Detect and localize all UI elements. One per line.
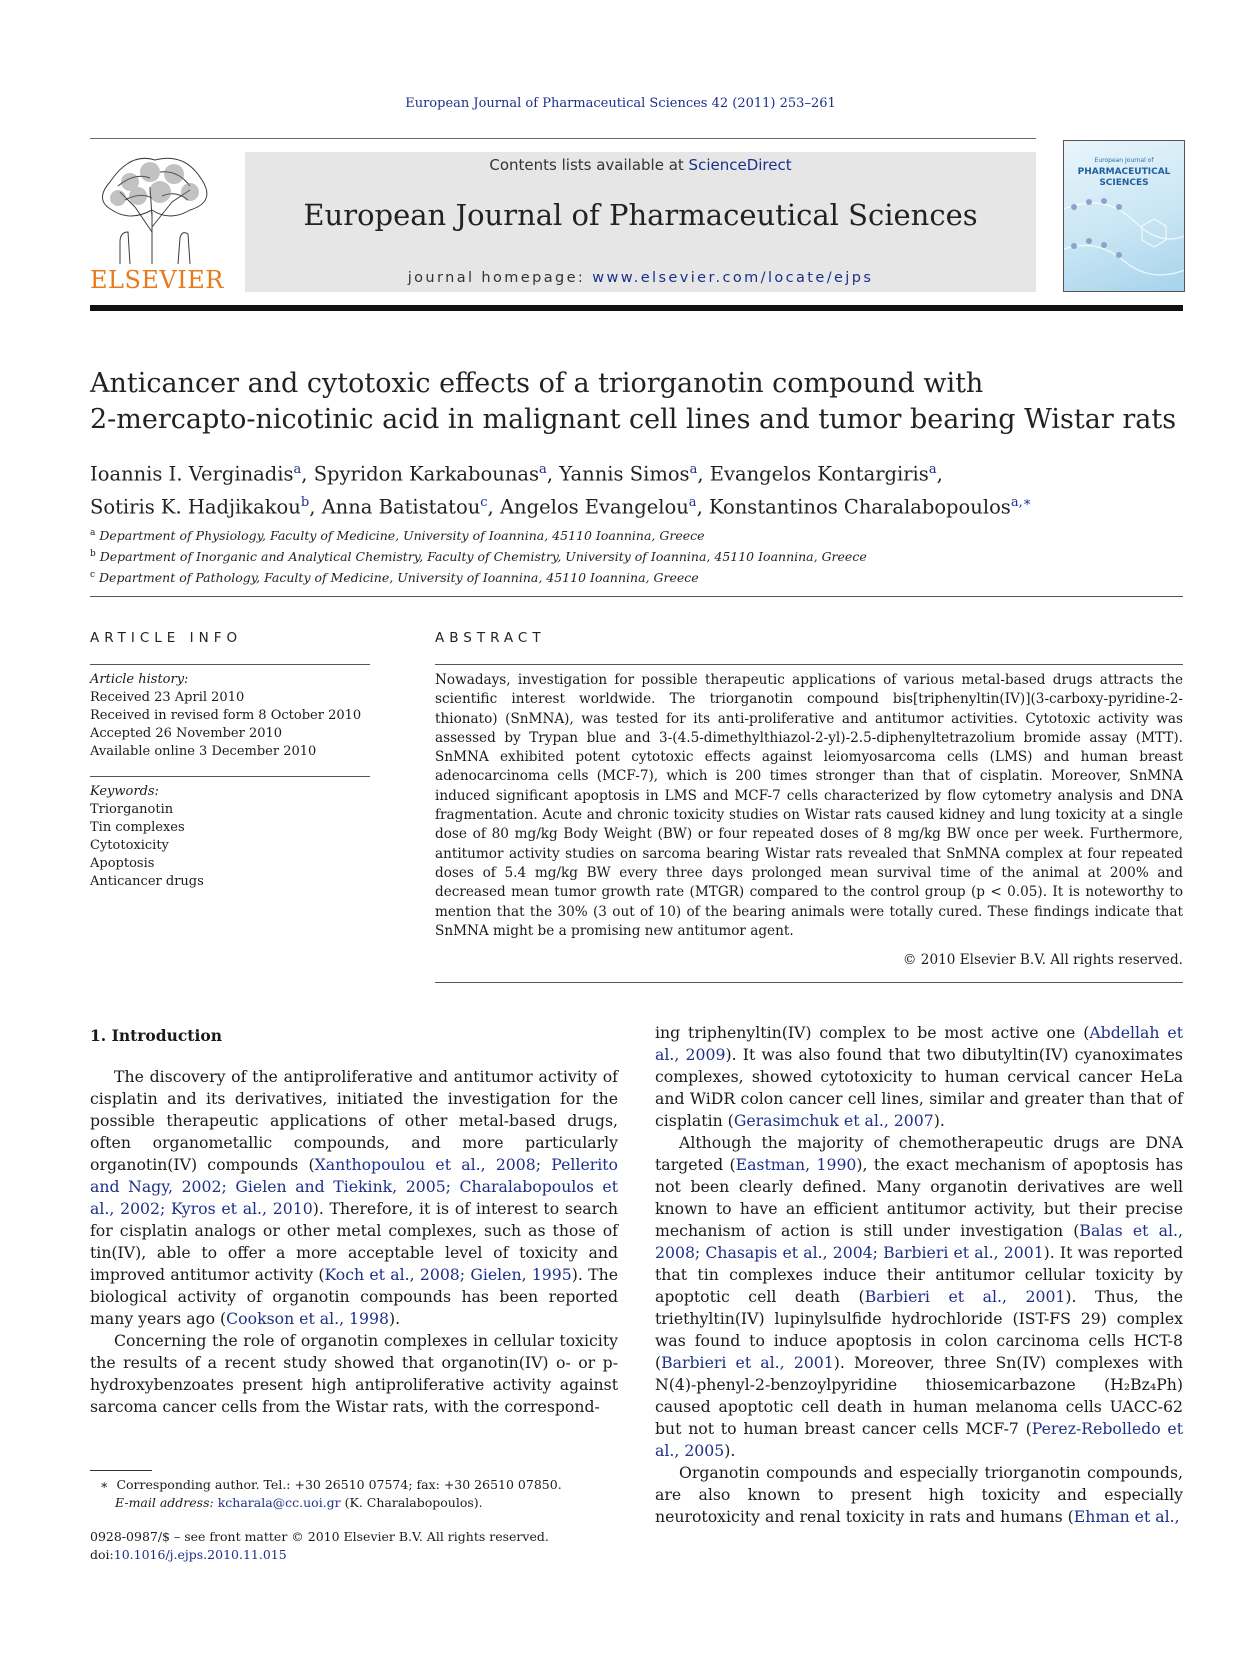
citation-link[interactable]: Ehman et al., <box>1073 1507 1180 1526</box>
history-item: Accepted 26 November 2010 <box>90 726 283 741</box>
author-affiliation-mark[interactable]: b <box>300 494 310 510</box>
history-item: Received in revised form 8 October 2010 <box>90 708 362 723</box>
affiliation: $^a$ Department of Physiology, Faculty of Medicine, University of Ioannina, 45110 Ioannina, Greece <box>90 528 705 544</box>
divider <box>435 664 1183 665</box>
paragraph-text: ). It was also found that two dibutyltin(IV) cyanoximates complexes, showed cytotoxicity to human cervical cancer HeLa and WiDR colon cancer cell lines, similar and greater than that of cisplatin ( <box>655 1045 1183 1130</box>
paragraph <box>655 1132 1183 1462</box>
citation-link[interactable]: Koch et al., 2008; Gielen, 1995 <box>324 1265 572 1284</box>
citation-link[interactable]: Perez-Rebolledo et al., 2005 <box>655 1419 1183 1460</box>
author: Sotiris K. Hadjikakou <box>90 495 301 518</box>
author: Ioannis I. Verginadis <box>90 462 294 486</box>
author-affiliation-mark[interactable]: a <box>293 462 302 477</box>
elsevier-logo <box>90 152 224 294</box>
body-column-left <box>90 1066 618 1418</box>
paragraph <box>90 1330 618 1418</box>
author: Evangelos Kontargiris <box>709 462 929 486</box>
history-item: Received 23 April 2010 <box>90 690 245 705</box>
author: Spyridon Karkabounas <box>313 462 540 486</box>
author-affiliation-mark[interactable]: a <box>689 462 698 477</box>
paragraph <box>90 1066 618 1330</box>
keyword: Triorganotin <box>90 802 174 817</box>
citation-link[interactable]: Gerasimchuk et al., 2007 <box>733 1111 934 1130</box>
section-heading-introduction: 1. Introduction <box>90 1026 222 1045</box>
author: Yannis Simos <box>559 462 690 486</box>
paper-title: Anticancer and cytotoxic effects of a triorganotin compound with 2-mercapto-nicotinic acid in malignant cell lines and tumor bearing Wistar rats <box>90 368 1177 435</box>
divider <box>435 982 1183 983</box>
citation-link[interactable]: Barbieri et al., 2001 <box>661 1353 834 1372</box>
author-affiliation-mark[interactable]: a,∗ <box>1010 494 1032 510</box>
journal-banner <box>245 152 1036 292</box>
author-affiliation-mark[interactable]: a <box>688 494 697 510</box>
author-affiliation-mark[interactable]: a <box>928 462 937 477</box>
elsevier-wordmark: ELSEVIER <box>90 266 224 294</box>
article-info-caption: ARTICLE INFO <box>90 630 243 646</box>
history-label: Article history: <box>90 672 189 687</box>
divider <box>90 776 370 777</box>
keyword: Apoptosis <box>90 856 155 871</box>
citation-link[interactable]: Barbieri et al., 2001 <box>864 1287 1066 1306</box>
divider <box>90 596 1183 597</box>
paragraph-text: ). <box>724 1441 736 1460</box>
elsevier-tree-icon <box>90 152 220 264</box>
paragraph-text: Organotin compounds and especially triorganotin compounds, are also known to present high toxicity and especially neurotoxicity and renal toxicity in rats and humans ( <box>655 1463 1183 1526</box>
cover-title: PHARMACEUTICAL SCIENCES <box>1077 167 1171 188</box>
author-list: Ioannis I. Verginadis$^a$, Spyridon Karkabounas$^a$, Yannis Simos$^a$, Evangelos Kontargiris$^a$, Sotiris K. Hadjikakou$^b$, Anna Batistatou$^c$, Angelos Evangelou$^a$, Konstantinos Charalabopoulos$^{a,∗}$ <box>90 462 1032 518</box>
citation-link[interactable]: Eastman, 1990 <box>735 1155 857 1174</box>
affiliation: $^b$ Department of Inorganic and Analytical Chemistry, Faculty of Chemistry, University of Ioannina, 45110 Ioannina, Greece <box>90 549 867 565</box>
paragraph-text: ). It was reported that tin complexes induce their antitumor cellular toxicity by apoptotic cell death ( <box>655 1243 1183 1306</box>
paragraph-text: ing triphenyltin(IV) complex to be most active one ( <box>655 1023 1090 1042</box>
author-affiliation-mark[interactable]: a <box>539 462 547 477</box>
paragraph-text: ). Thus, the triethyltin(IV) lupinylsulfide hydrochloride (IST-FS 29) complex was found to induce apoptosis in colon carcinoma cells HCT-8 ( <box>655 1287 1183 1372</box>
citation-link[interactable]: Cookson et al., 1998 <box>226 1309 389 1328</box>
citation-link[interactable]: Abdellah et al., 2009 <box>655 1023 1183 1064</box>
author-affiliation-mark[interactable]: c <box>480 494 488 510</box>
doi-link[interactable]: 10.1016/j.ejps.2010.11.015 <box>113 1547 287 1562</box>
footnote-rule <box>90 1470 152 1471</box>
paragraph-text: ). The biological activity of organotin compounds has been reported many years ago ( <box>90 1265 618 1328</box>
abstract-caption: ABSTRACT <box>435 630 546 646</box>
header-rule <box>90 138 1036 139</box>
article-history <box>90 671 370 761</box>
paragraph-text: Concerning the role of organotin complexes in cellular toxicity the results of a recent study showed that organotin(IV) o- or p-hydroxybenzoates present high antiproliferative activity against sarcoma cancer cells from the Wistar rats, with the correspond- <box>90 1331 618 1416</box>
history-item: Available online 3 December 2010 <box>90 744 317 759</box>
journal-homepage-link[interactable]: www.elsevier.com/locate/ejps <box>592 270 874 286</box>
journal-citation-link[interactable]: European Journal of Pharmaceutical Sciences 42 (2011) 253–261 <box>405 96 836 111</box>
issn-line: 0928-0987/$ – see front matter © 2010 Elsevier B.V. All rights reserved. <box>90 1529 549 1544</box>
paragraph-text: ). Moreover, three Sn(IV) complexes with N(4)-phenyl-2-benzoylpyridine thiosemicarbazone (H₂Bz₄Ph) caused apoptotic cell death in human melanoma cells UACC-62 but not to human breast cancer cells MCF-7 ( <box>655 1353 1183 1438</box>
affiliation: $^c$ Department of Pathology, Faculty of Medicine, University of Ioannina, 45110 Ioannina, Greece <box>90 570 699 586</box>
keyword: Cytotoxicity <box>90 838 169 853</box>
keyword: Anticancer drugs <box>90 874 204 889</box>
issn-footer <box>90 1528 690 1564</box>
author: Anna Batistatou <box>321 495 481 518</box>
paragraph <box>655 1022 1183 1132</box>
doi-line: doi:10.1016/j.ejps.2010.11.015 <box>90 1547 287 1562</box>
cover-molecule-icon <box>1064 141 1184 291</box>
keywords-label: Keywords: <box>90 784 159 799</box>
abstract-text: Nowadays, investigation for possible therapeutic applications of various metal-based drugs attracts the scientific interest worldwide. The triorganotin compound bis[triphenyltin(IV)](3-carboxy-pyridine-2-thionato) (SnMNA), was tested for its anti-proliferative and antitumor activities. Cytotoxic activity was assessed by Trypan blue and 3-(4.5-dimethylthiazol-2-yl)-2.5-diphenyltetrazolium bromide assay (MTT). SnMNA exhibited potent cytotoxic effects against leiomyosarcoma cells (LMS) and human breast adenocarcinoma cells (MCF-7), which is 200 times stronger than that of cisplatin. Moreover, SnMNA induced significant apoptosis in LMS and MCF-7 cells characterized by flow cytometry analysis and DNA fragmentation. Acute and chronic toxicity studies on Wistar rats caused kidney and lung toxicity at a single dose of 80 mg/kg Body Weight (BW) or four repeated doses of 8 mg/kg BW once per week. Furthermore, antitumor activity studies on sarcoma bearing Wistar rats revealed that SnMNA complex at four repeated doses of 5.4 mg/kg BW every three days prolonged mean survival time of the animal at 200% and decreased mean tumor growth rate (MTGR) compared to the control group (p < 0.05). It is noteworthy to mention that the 30% (3 out of 10) of the bearing animals were totally cured. These findings indicate that SnMNA might be a promising new antitumor agent. <box>435 672 1183 939</box>
paragraph-text: ). <box>933 1111 945 1130</box>
paragraph-text: ). <box>388 1309 401 1328</box>
journal-cover-thumbnail[interactable] <box>1063 140 1185 292</box>
body-column-right <box>655 1022 1183 1528</box>
contents-line: Contents lists available at ScienceDirect <box>489 156 792 174</box>
citation-link[interactable]: Xanthopoulou et al., 2008; Pellerito and Nagy, 2002; Gielen and Tiekink, 2005; Charalabopoulos et al., 2002; Kyros et al., 2010 <box>90 1155 618 1218</box>
author-email-link[interactable]: kcharala@cc.uoi.gr <box>217 1495 341 1510</box>
affiliations <box>90 524 1183 587</box>
cover-subtitle: European Journal of <box>1094 157 1154 164</box>
corresponding-author-footnote: ∗ Corresponding author. Tel.: +30 26510 07574; fax: +30 26510 07850. E-mail address: kcharala@cc.uoi.gr (K. Charalabopoulos). <box>100 1477 562 1510</box>
keyword: Tin complexes <box>90 820 185 835</box>
citation-link[interactable]: Balas et al., 2008; Chasapis et al., 2004; Barbieri et al., 2001 <box>655 1221 1183 1262</box>
paragraph <box>655 1462 1183 1528</box>
paragraph-text: The discovery of the antiproliferative and antitumor activity of cisplatin and its derivatives, initiated the investigation for the possible therapeutic applications of other metal-based drugs, often organometallic compounds, and more particularly organotin(IV) compounds ( <box>90 1067 618 1174</box>
copyright: © 2010 Elsevier B.V. All rights reserved. <box>902 952 1183 968</box>
paragraph-text: Although the majority of chemotherapeutic drugs are DNA targeted ( <box>655 1133 1183 1174</box>
author: Angelos Evangelou <box>499 495 689 518</box>
sciencedirect-link[interactable]: ScienceDirect <box>688 156 792 174</box>
homepage-line: journal homepage: www.elsevier.com/locate/ejps <box>407 270 874 286</box>
paragraph-text: ), the exact mechanism of apoptosis has not been clearly defined. Many organotin derivatives are well known to have an efficient antitumor activity, but their precise mechanism of action is still under investigation ( <box>655 1155 1183 1240</box>
keywords <box>90 783 370 891</box>
paragraph-text: ). Therefore, it is of interest to search for cisplatin analogs or other metal complexes, such as those of tin(IV), able to offer a more acceptable level of toxicity and improved antitumor activity ( <box>90 1199 618 1284</box>
divider <box>90 664 370 665</box>
author: Konstantinos Charalabopoulos <box>708 495 1011 518</box>
journal-name: European Journal of Pharmaceutical Sciences <box>303 198 978 232</box>
header-thick-rule <box>90 305 1183 311</box>
